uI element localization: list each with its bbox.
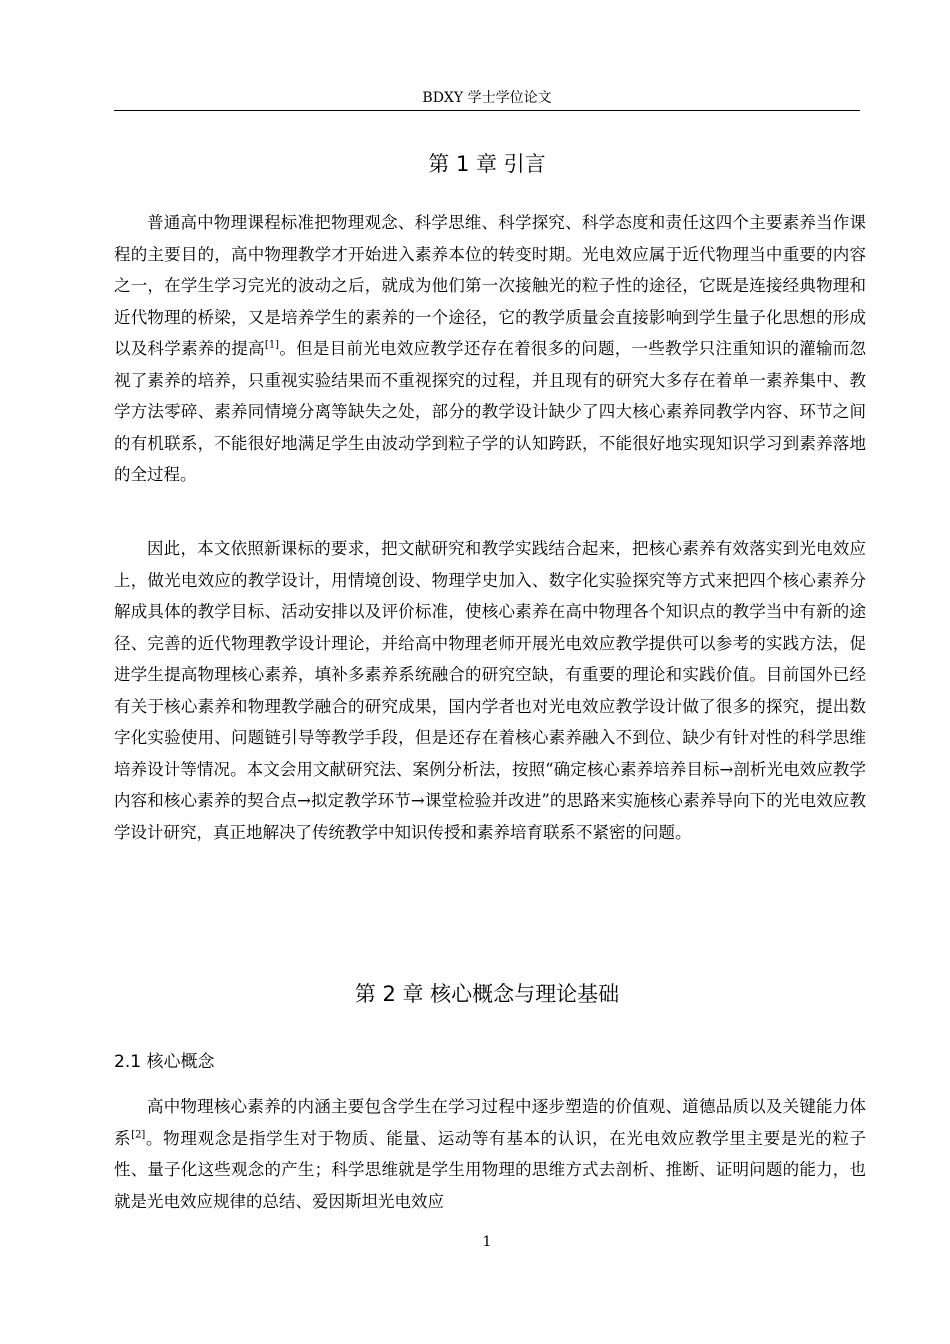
chapter-1-paragraph-1: [114, 207, 866, 491]
chapter-2-title: 第 2 章 核心概念与理论基础: [354, 982, 620, 1006]
citation-ref: [1]: [264, 339, 280, 351]
running-header: BDXY 学士学位论文: [422, 90, 552, 106]
section-2-1-heading: 2.1 核心概念: [114, 1052, 215, 1072]
header-divider: [114, 110, 860, 111]
paragraph-text: 。物理观念是指学生对于物质、能量、运动等有基本的认识，在光电效应教学里主要是光的粒子性、量子化这些观念的产生；科学思维就是学生用物理的思维方式去剖析、推断、证明问题的能力，也就是光电效应规律的总结、爱因斯坦光电效应: [114, 1128, 867, 1211]
citation-ref: [2]: [131, 1129, 146, 1140]
paragraph-text: 。但是目前光电效应教学还存在着很多的问题，一些教学只注重知识的灌输而忽视了素养的培养，只重视实验结果而不重视探究的过程，并且现有的研究大多存在着单一素养集中、教学方法零碎、素养同情境分离等缺失之处，部分的教学设计缺少了四大核心素养同教学内容、环节之间的有机联系，不能很好地满足学生由波动学到粒子学的认知跨跃，不能很好地实现知识学习到素养落地的全过程。: [114, 339, 867, 484]
paragraph-text: 普通高中物理课程标准把物理观念、科学思维、科学探究、科学态度和责任这四个主要素养当作课程的主要目的，高中物理教学才开始进入素养本位的转变时期。光电效应属于近代物理当中重要的内容之一，在学生学习完光的波动之后，就成为他们第一次接触光的粒子性的途径，它既是连接经典物理和近代物理的桥梁，又是培养学生的素养的一个途径，它的教学质量会直接影响到学生量子化思想的形成以及科学素养的提高: [114, 213, 866, 358]
section-2-1-paragraph-1: [114, 1091, 866, 1217]
chapter-1-paragraph-2: 因此，本文依照新课标的要求，把文献研究和教学实践结合起来，把核心素养有效落实到光电效应上，做光电效应的教学设计，用情境创设、物理学史加入、数字化实验探究等方式来把四个核心素养分解成具体的教学目标、活动安排以及评价标准，使核心素养在高中物理各个知识点的教学当中有新的途径、完善的近代物理教学设计理论，并给高中物理老师开展光电效应教学提供可以参考的实践方法，促进学生提高物理核心素养，填补多素养系统融合的研究空缺，有重要的理论和实践价值。目前国外已经有关于核心素养和物理教学融合的研究成果，国内学者也对光电效应教学设计做了很多的探究，提出数字化实验使用、问题链引导等教学手段，但是还存在着核心素养融入不到位、缺少有针对性的科学思维培养设计等情况。本文会用文献研究法、案例分析法，按照“确定核心素养培养目标→剖析光电效应教学内容和核心素养的契合点→拟定教学环节→课堂检验并改进”的思路来实施核心素养导向下的光电效应教学设计研究，真正地解决了传统教学中知识传授和素养培育联系不紧密的问题。: [114, 539, 866, 842]
page-number: 1: [482, 1234, 492, 1250]
chapter-1-title: 第 1 章 引言: [428, 152, 546, 176]
paragraph-text: 高中物理核心素养的内涵主要包含学生在学习过程中逐步塑造的价值观、道德品质以及关键能力体系: [114, 1097, 866, 1148]
